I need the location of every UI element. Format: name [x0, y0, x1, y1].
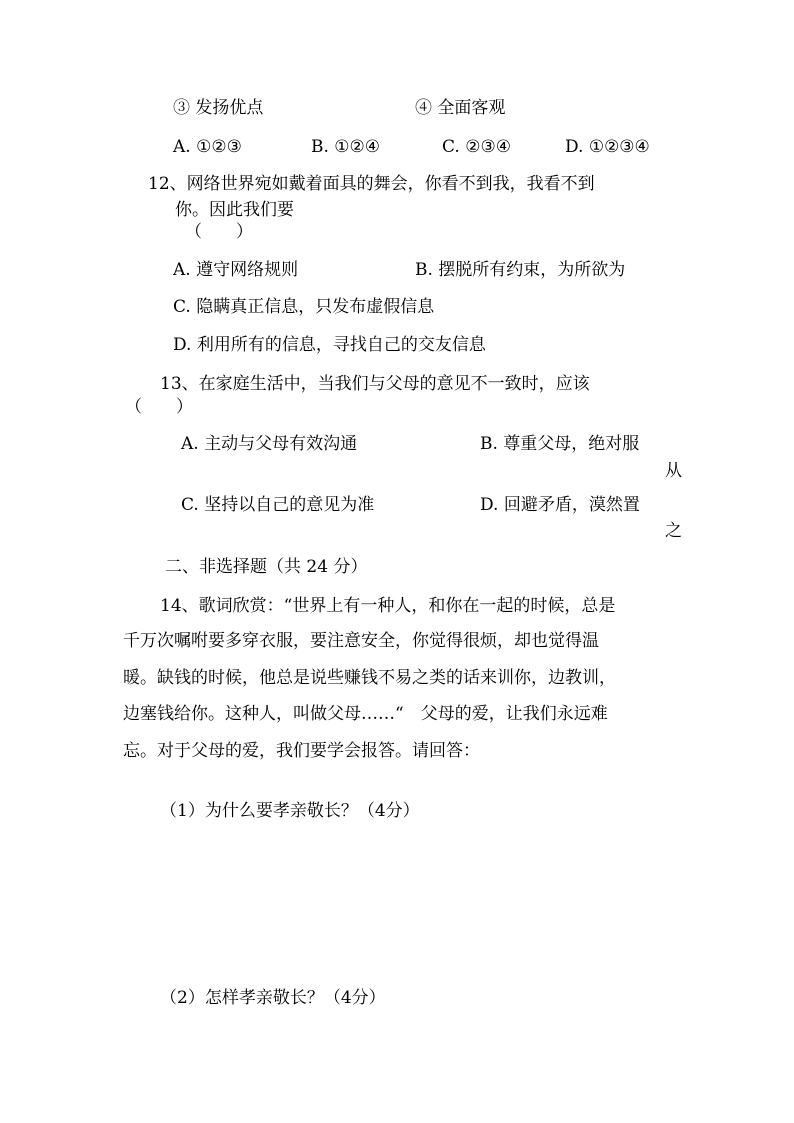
- q14-line2: 千万次嘱咐要多穿衣服，要注意安全，你觉得很烦，却也觉得温: [123, 631, 599, 651]
- q13-choice-d-wrap: 之: [665, 521, 682, 541]
- q12-choice-b: B. 摆脱所有约束，为所欲为: [415, 260, 626, 280]
- q11-choice-c: C. ②③④: [442, 137, 511, 157]
- q14-subquestion-1: （1）为什么要孝亲敬长？（4分）: [160, 801, 420, 821]
- q13-answer-paren: （ ）: [125, 397, 193, 417]
- q14-line3: 暖。缺钱的时候，他总是说些赚钱不易之类的话来训你，边教训，: [123, 668, 616, 688]
- q13-choice-a: A. 主动与父母有效沟通: [181, 434, 358, 454]
- q13-choice-b: B. 尊重父母，绝对服: [480, 434, 640, 454]
- q13-choice-c: C. 坚持以自己的意见为准: [181, 495, 375, 515]
- q12-answer-paren: （ ）: [185, 222, 253, 242]
- q14-line1: 14、歌词欣赏：“世界上有一种人，和你在一起的时候，总是: [160, 596, 616, 616]
- q11-option-3: ③ 发扬优点: [173, 98, 264, 118]
- q13-stem: 13、在家庭生活中，当我们与父母的意见不一致时，应该: [160, 374, 590, 394]
- q14-subquestion-2: （2）怎样孝亲敬长？（4分）: [160, 988, 386, 1008]
- q13-choice-b-wrap: 从: [665, 461, 682, 481]
- q12-choice-c: C. 隐瞒真正信息，只发布虚假信息: [173, 297, 435, 317]
- q11-choice-a: A. ①②③: [173, 137, 242, 157]
- q12-stem-line2: 你。因此我们要: [175, 200, 294, 220]
- q11-choice-d: D. ①②③④: [565, 137, 650, 157]
- q14-line5: 忘。对于父母的爱，我们要学会报答。请回答：: [123, 741, 480, 761]
- q13-choice-d: D. 回避矛盾，漠然置: [480, 495, 640, 515]
- q12-choice-d: D. 利用所有的信息，寻找自己的交友信息: [173, 335, 486, 355]
- section-heading: 二、非选择题（共 24 分）: [165, 557, 368, 577]
- q12-choice-a: A. 遵守网络规则: [173, 260, 299, 280]
- q12-stem-line1: 12、网络世界宛如戴着面具的舞会，你看不到我，我看不到: [148, 174, 595, 194]
- q14-line4: 边塞钱给你。这种人，叫做父母……“ 父母的爱，让我们永远难: [123, 704, 608, 724]
- q11-choice-b: B. ①②④: [311, 137, 381, 157]
- q11-option-4: ④ 全面客观: [415, 98, 506, 118]
